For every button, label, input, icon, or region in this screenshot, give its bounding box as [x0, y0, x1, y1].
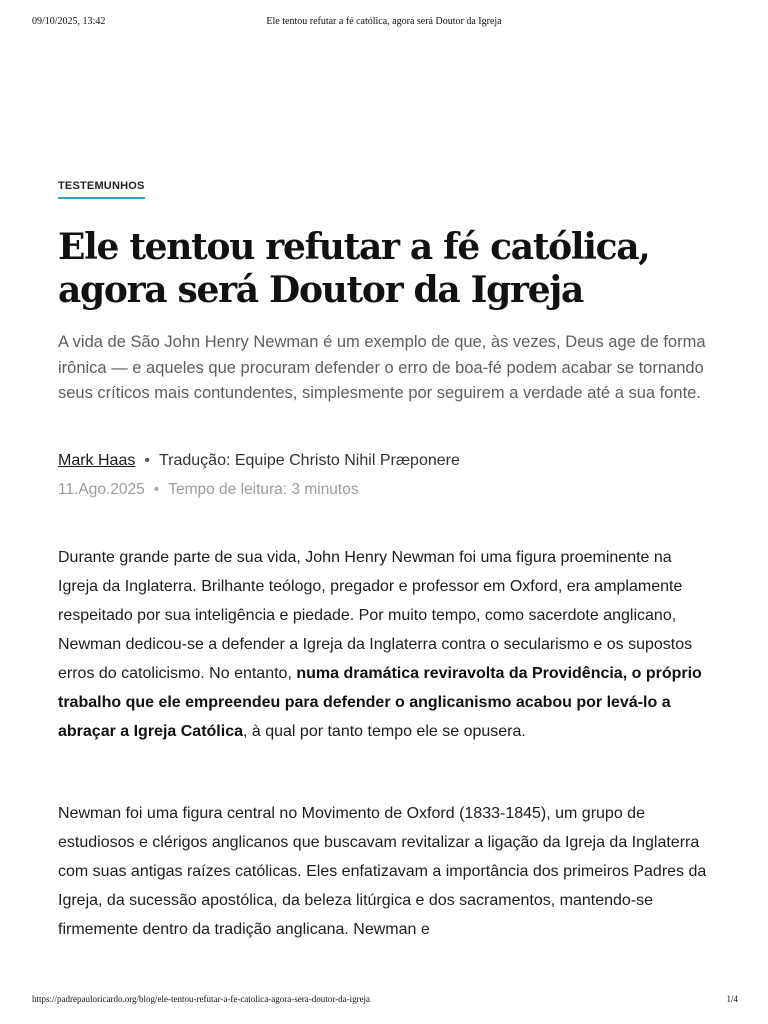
- paragraph-1-bold: numa dramática reviravolta da Providência, o próprio trabalho que ele empreendeu para defender o anglicanismo acabou por levá-lo a abraçar a Igreja Católica: [58, 665, 702, 740]
- headline-line-2: agora será Doutor da Igreja: [58, 269, 584, 311]
- print-datetime: 09/10/2025, 13:42: [32, 16, 106, 27]
- byline: [58, 452, 460, 470]
- print-header: [0, 16, 768, 30]
- reading-time: Tempo de leitura: 3 minutos: [168, 481, 359, 498]
- print-page-title: Ele tentou refutar a fé católica, agora será Doutor da Igreja: [266, 16, 502, 27]
- headline-line-1: Ele tentou refutar a fé católica,: [58, 226, 650, 268]
- paragraph-1-start: Durante grande parte de sua vida, John Henry Newman foi uma figura proeminente na Igreja da Inglaterra. Brilhante teólogo, pregador e professor em Oxford, era amplamente respeitado por sua inteligência e piedade. Por muito tempo, como sacerdote anglicano, Newman dedicou-se a defender a Igreja da Inglaterra contra o secularismo e os supostos erros do catolicismo. No entanto,: [58, 549, 693, 682]
- byline-separator: •: [144, 452, 150, 469]
- meta-separator: •: [153, 481, 160, 498]
- publish-date: 11.Ago.2025: [58, 481, 145, 498]
- article-subtitle: A vida de São John Henry Newman é um exemplo de que, às vezes, Deus age de forma irônica — e aqueles que procuram defender o erro de boa-fé podem acabar se tornando seus críticos mais contundentes, simplesmente por seguirem a verdade até a sua fonte.: [58, 333, 706, 402]
- author-link[interactable]: Mark Haas: [58, 452, 136, 469]
- paragraph-1-end: , à qual por tanto tempo ele se opusera.: [242, 723, 526, 740]
- article-meta: [58, 481, 359, 499]
- print-footer: [0, 994, 768, 1008]
- print-page-number: 1/4: [726, 994, 738, 1004]
- body-paragraph-1: [58, 543, 708, 746]
- body-paragraph-2: Newman foi uma figura central no Movimento de Oxford (1833-1845), um grupo de estudiosos e clérigos anglicanos que buscavam revitalizar a ligação da Igreja da Inglaterra com suas antigas raízes católicas. Eles enfatizavam a importância dos primeiros Padres da Igreja, da sucessão apostólica, da beleza litúrgica e dos sacramentos, mantendo-se firmemente dentro da tradição anglicana. Newman e: [58, 805, 707, 938]
- print-url: https://padrepauloricardo.org/blog/ele-tentou-refutar-a-fe-catolica-agora-sera-doutor-da-igreja: [32, 994, 371, 1004]
- category-tag[interactable]: TESTEMUNHOS: [58, 180, 145, 199]
- headline: [58, 226, 710, 312]
- translation-credit: Tradução: Equipe Christo Nihil Præponere: [158, 452, 460, 469]
